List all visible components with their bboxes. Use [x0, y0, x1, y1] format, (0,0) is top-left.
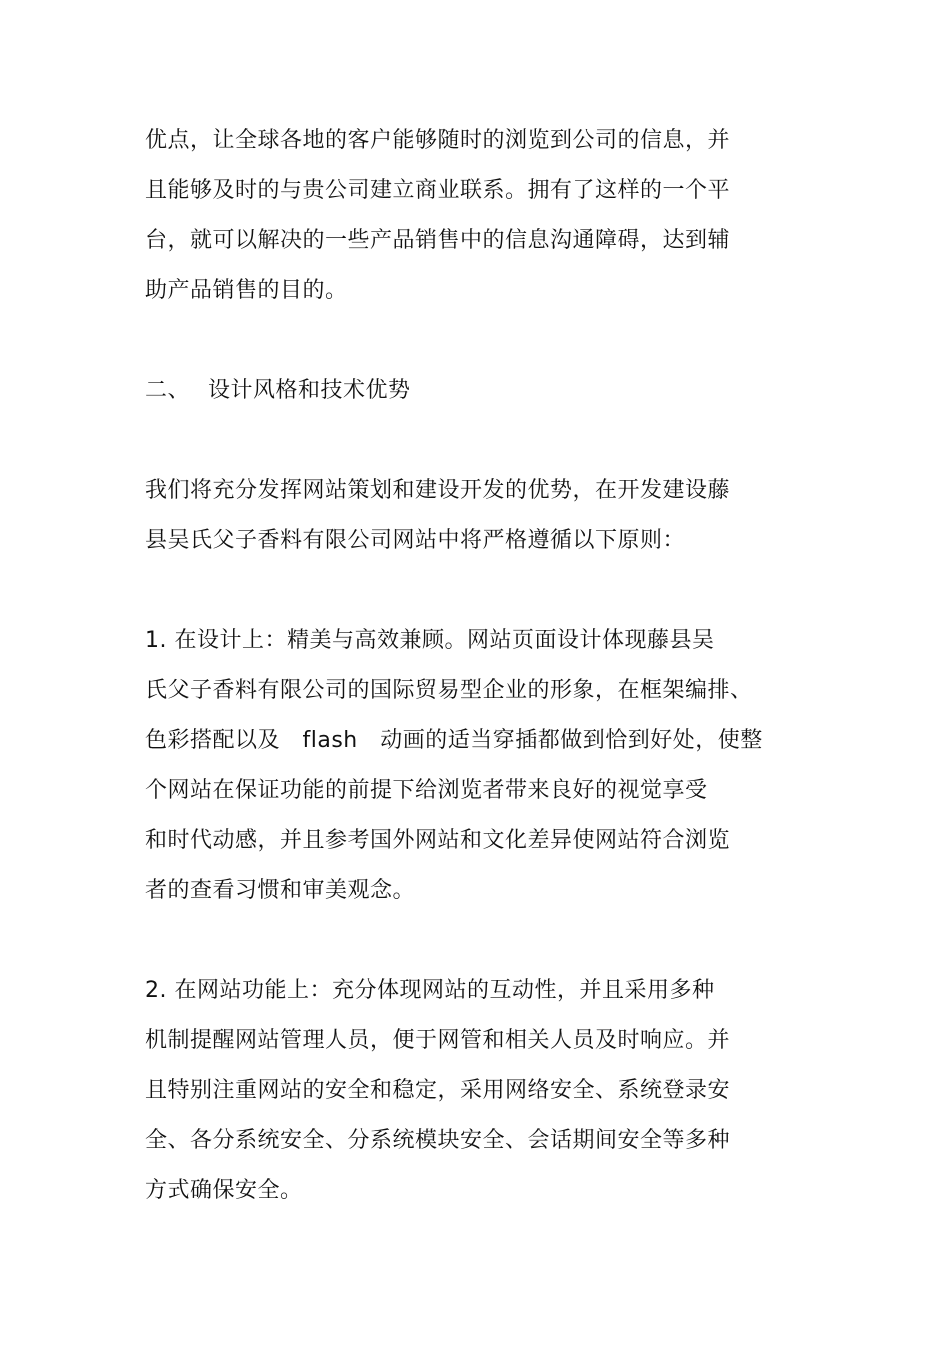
intro-line-3: 台，就可以解决的一些产品销售中的信息沟通障碍，达到辅: [145, 228, 731, 253]
principles-line-1: 我们将充分发挥网站策划和建设开发的优势，在开发建设藤: [145, 478, 731, 503]
section-number: 二、: [145, 378, 191, 403]
section-heading: [145, 376, 411, 406]
item2-line-2: 机制提醒网站管理人员，便于网管和相关人员及时响应。并: [145, 1028, 731, 1053]
item2-line-3: 且特别注重网站的安全和稳定，采用网络安全、系统登录安: [145, 1078, 731, 1103]
intro-line-2: 且能够及时的与贵公司建立商业联系。拥有了这样的一个平: [145, 178, 731, 203]
item1-line-1: 1. 在设计上：精美与高效兼顾。网站页面设计体现藤县吴: [145, 628, 715, 653]
item1-line-6: 者的查看习惯和审美观念。: [145, 878, 416, 903]
item1-line-4: 个网站在保证功能的前提下给浏览者带来良好的视觉享受: [145, 778, 708, 803]
item2-line-4: 全、各分系统安全、分系统模块安全、会话期间安全等多种: [145, 1128, 731, 1153]
intro-line-1: 优点，让全球各地的客户能够随时的浏览到公司的信息，并: [145, 128, 731, 153]
principles-line-2: 县吴氏父子香料有限公司网站中将严格遵循以下原则：: [145, 528, 686, 553]
item1-line-5: 和时代动感，并且参考国外网站和文化差异使网站符合浏览: [145, 828, 731, 853]
item2-line-1: 2. 在网站功能上：充分体现网站的互动性，并且采用多种: [145, 978, 715, 1003]
section-title: 设计风格和技术优势: [208, 378, 411, 403]
item2-line-5: 方式确保安全。: [145, 1178, 303, 1203]
item1-line-3: 色彩搭配以及 flash 动画的适当穿插都做到恰到好处，使整: [145, 728, 763, 753]
intro-line-4: 助产品销售的目的。: [145, 278, 348, 303]
item1-line-2: 氏父子香料有限公司的国际贸易型企业的形象，在框架编排、: [145, 678, 753, 703]
